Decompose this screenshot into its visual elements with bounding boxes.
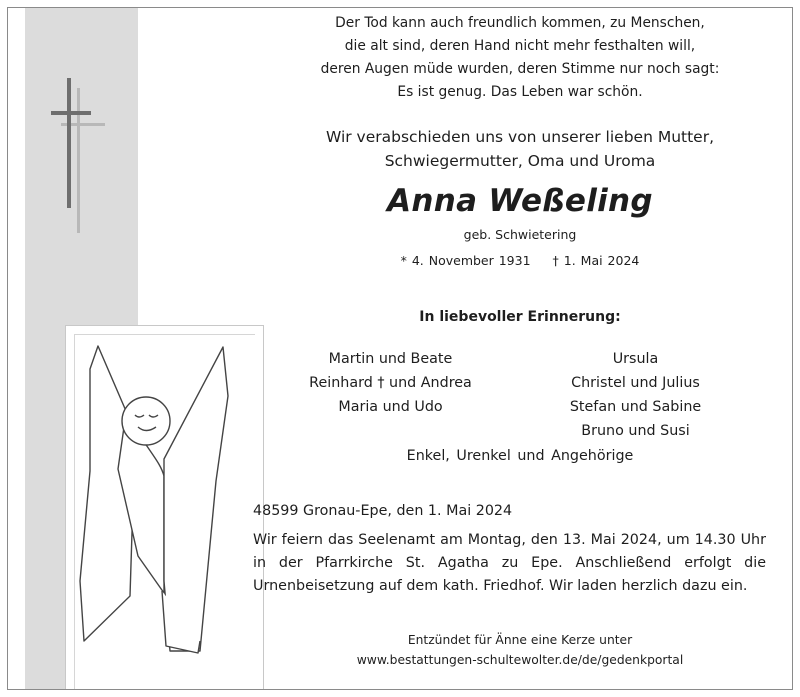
poem-line: Es ist genug. Das Leben war schön. <box>397 84 643 100</box>
cross-icon <box>48 78 118 238</box>
intro-line: Schwiegermutter, Oma und Uroma <box>384 152 656 170</box>
intro <box>270 125 770 173</box>
mourners-right <box>513 347 758 443</box>
mourner: Bruno und Susi <box>581 423 690 439</box>
poem-line: deren Augen müde wurden, deren Stimme nur noch sagt: <box>320 61 720 77</box>
intro-line: Wir verabschieden uns von unserer lieben Mutter, <box>325 128 715 146</box>
mourners-left <box>268 347 513 419</box>
birth-name: geb. Schwietering <box>463 227 577 242</box>
raised-arms-figure-icon <box>78 341 243 656</box>
candle-notice <box>270 630 770 670</box>
service-text: Wir feiern das Seelenamt am Montag, den 13. Mai 2024, um 14.30 Uhr in der Pfarrkirche St. Agatha zu Epe. Anschließend erfolgt die Urnenbeisetzung auf dem kath. Friedhof. Wir laden herzlich dazu ein. <box>253 532 766 594</box>
poem <box>270 12 770 104</box>
birth-date: * 4. November 1931 <box>400 253 531 268</box>
candle-line: Entzündet für Änne eine Kerze unter <box>407 633 633 647</box>
mourner: Stefan und Sabine <box>569 399 702 415</box>
death-date: † 1. Mai 2024 <box>552 253 640 268</box>
memorial-portal-link[interactable]: www.bestattungen-schultewolter.de/de/gedenkportal <box>356 653 684 667</box>
mourner: Martin und Beate <box>328 351 453 367</box>
poem-line: die alt sind, deren Hand nicht mehr festhalten will, <box>344 38 696 54</box>
memory-heading: In liebevoller Erinnerung: <box>419 309 621 325</box>
place-date: 48599 Gronau-Epe, den 1. Mai 2024 <box>253 503 513 519</box>
mourner: Reinhard † und Andrea <box>309 375 472 391</box>
family-line: Enkel, Urenkel und Angehörige <box>406 448 634 464</box>
mourner: Christel und Julius <box>571 375 700 391</box>
deceased-name: Anna Weßeling <box>387 183 653 219</box>
mourner: Ursula <box>612 351 659 367</box>
life-dates <box>270 253 770 268</box>
poem-line: Der Tod kann auch freundlich kommen, zu Menschen, <box>335 15 705 31</box>
mourner: Maria und Udo <box>338 399 443 415</box>
